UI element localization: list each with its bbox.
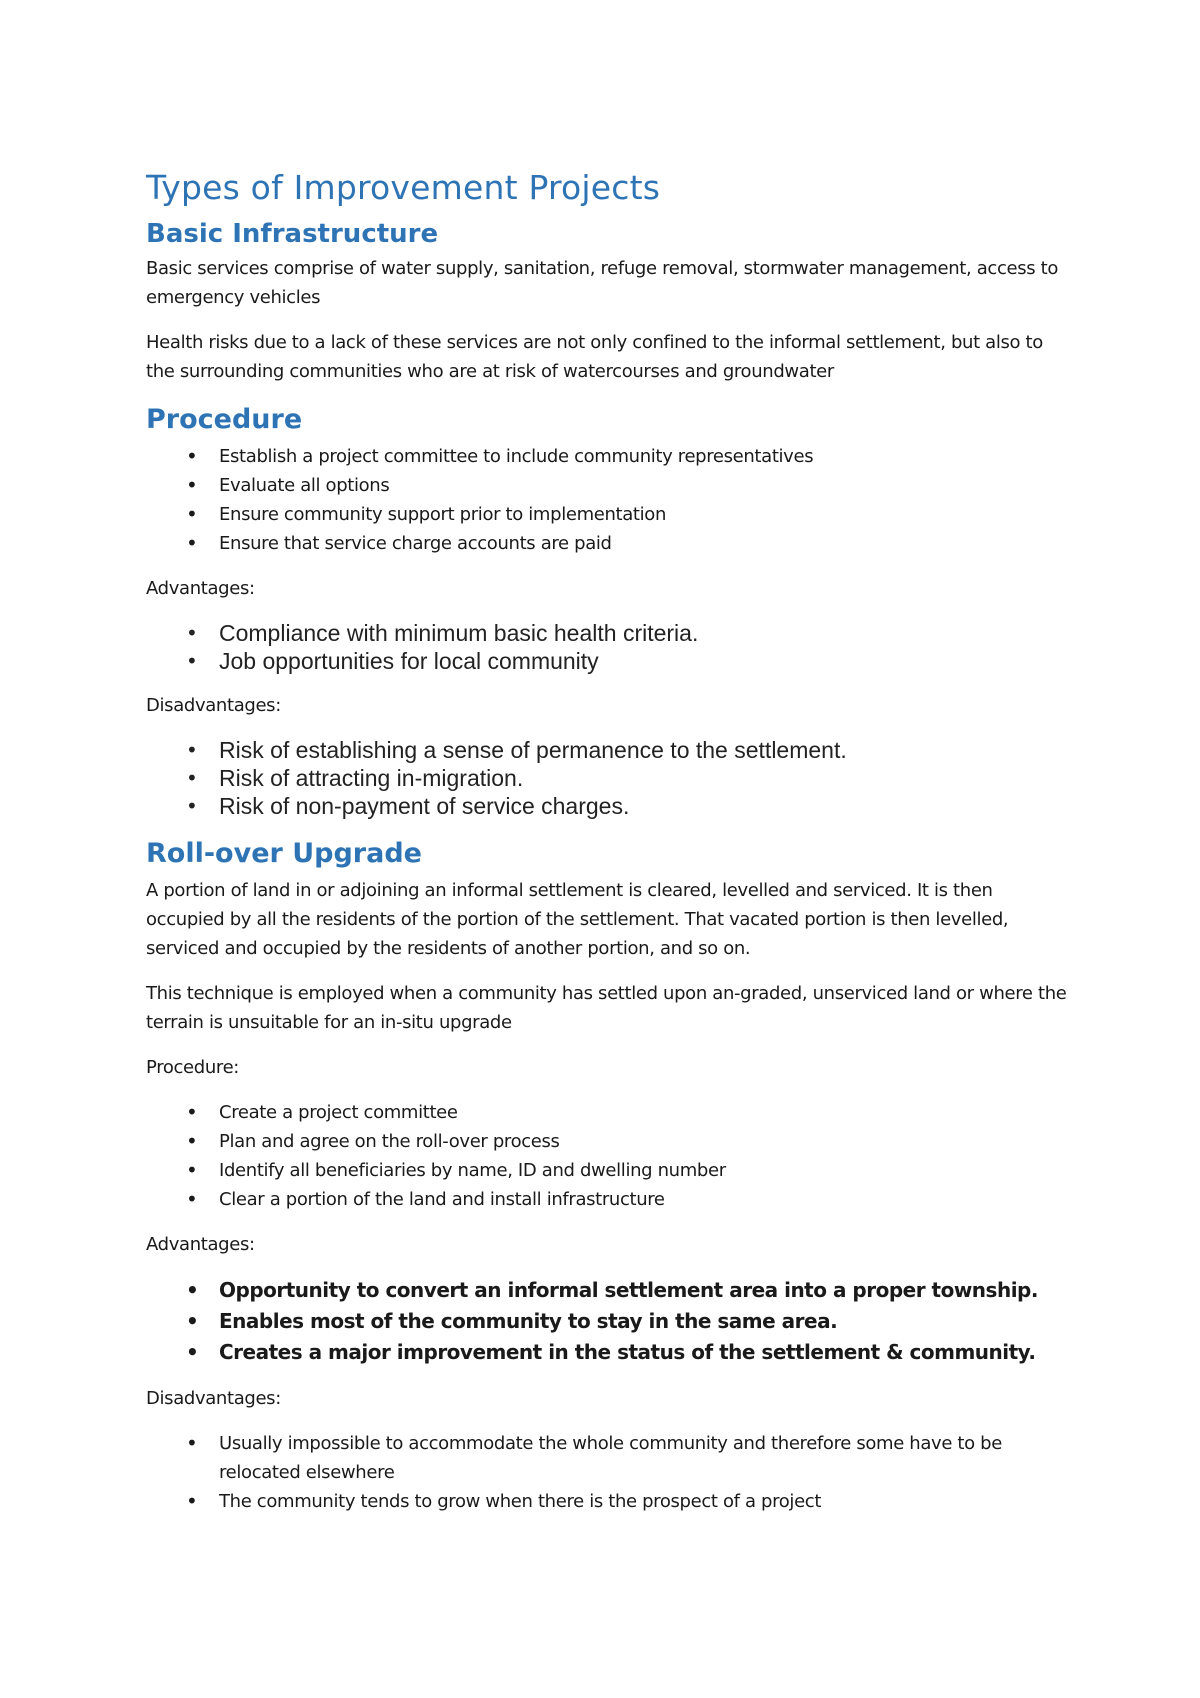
list-item: • Risk of establishing a sense of permanence to the settlement. xyxy=(146,736,1076,764)
rollover-advantages-list xyxy=(146,1275,1076,1368)
rollover-disadvantages-list xyxy=(146,1429,1076,1516)
list-item: • Job opportunities for local community xyxy=(146,647,1076,675)
list-item: • The community tends to grow when there is the prospect of a project xyxy=(146,1487,1076,1516)
list-item: • Establish a project committee to include community representatives xyxy=(146,442,1076,471)
rollover-paragraph-2: This technique is employed when a community has settled upon an-graded, unserviced land or where the terrain is unsuitable for an in-situ upgrade xyxy=(146,983,1067,1033)
list-item: • Opportunity to convert an informal settlement area into a proper township. xyxy=(146,1275,1076,1306)
basic-paragraph-1: Basic services comprise of water supply, sanitation, refuge removal, stormwater management, access to emergency vehicles xyxy=(146,258,1059,308)
list-item: • Clear a portion of the land and install infrastructure xyxy=(146,1185,1076,1214)
rollover-procedure-label: Procedure: xyxy=(146,1057,240,1078)
list-item: • Risk of non-payment of service charges. xyxy=(146,792,1076,820)
list-item: • Create a project committee xyxy=(146,1098,1076,1127)
list-item: • Compliance with minimum basic health criteria. xyxy=(146,619,1076,647)
list-item: • Identify all beneficiaries by name, ID and dwelling number xyxy=(146,1156,1076,1185)
rollover-disadvantages-label: Disadvantages: xyxy=(146,1388,281,1409)
rollover-advantages-label: Advantages: xyxy=(146,1234,255,1255)
list-item: • Usually impossible to accommodate the whole community and therefore some have to be relocated elsewhere xyxy=(146,1429,1076,1487)
list-item: • Plan and agree on the roll-over process xyxy=(146,1127,1076,1156)
list-item: • Ensure community support prior to implementation xyxy=(146,500,1076,529)
list-item: • Ensure that service charge accounts are paid xyxy=(146,529,1076,558)
list-item: • Creates a major improvement in the status of the settlement & community. xyxy=(146,1337,1076,1368)
document-content xyxy=(146,166,1076,1532)
basic-advantages-label: Advantages: xyxy=(146,578,255,599)
rollover-procedure-list xyxy=(146,1098,1076,1214)
basic-disadvantages-label: Disadvantages: xyxy=(146,695,281,716)
basic-paragraph-2: Health risks due to a lack of these services are not only confined to the informal settlement, but also to the surrounding communities who are at risk of watercourses and groundwater xyxy=(146,332,1043,382)
page-title: Types of Improvement Projects xyxy=(146,168,661,207)
basic-advantages-list xyxy=(146,619,1076,675)
procedure-heading: Procedure xyxy=(146,404,303,435)
list-item: • Evaluate all options xyxy=(146,471,1076,500)
basic-procedure-list xyxy=(146,442,1076,558)
list-item: • Enables most of the community to stay in the same area. xyxy=(146,1306,1076,1337)
rollover-paragraph-1: A portion of land in or adjoining an informal settlement is cleared, levelled and serviced. It is then occupied by all the residents of the portion of the settlement. That vacated portion is then levelled, serviced and occupied by the residents of another portion, and so on. xyxy=(146,880,1009,959)
basic-disadvantages-list xyxy=(146,736,1076,820)
rollover-upgrade-heading: Roll-over Upgrade xyxy=(146,838,422,869)
list-item: • Risk of attracting in-migration. xyxy=(146,764,1076,792)
basic-infrastructure-heading: Basic Infrastructure xyxy=(146,219,439,249)
